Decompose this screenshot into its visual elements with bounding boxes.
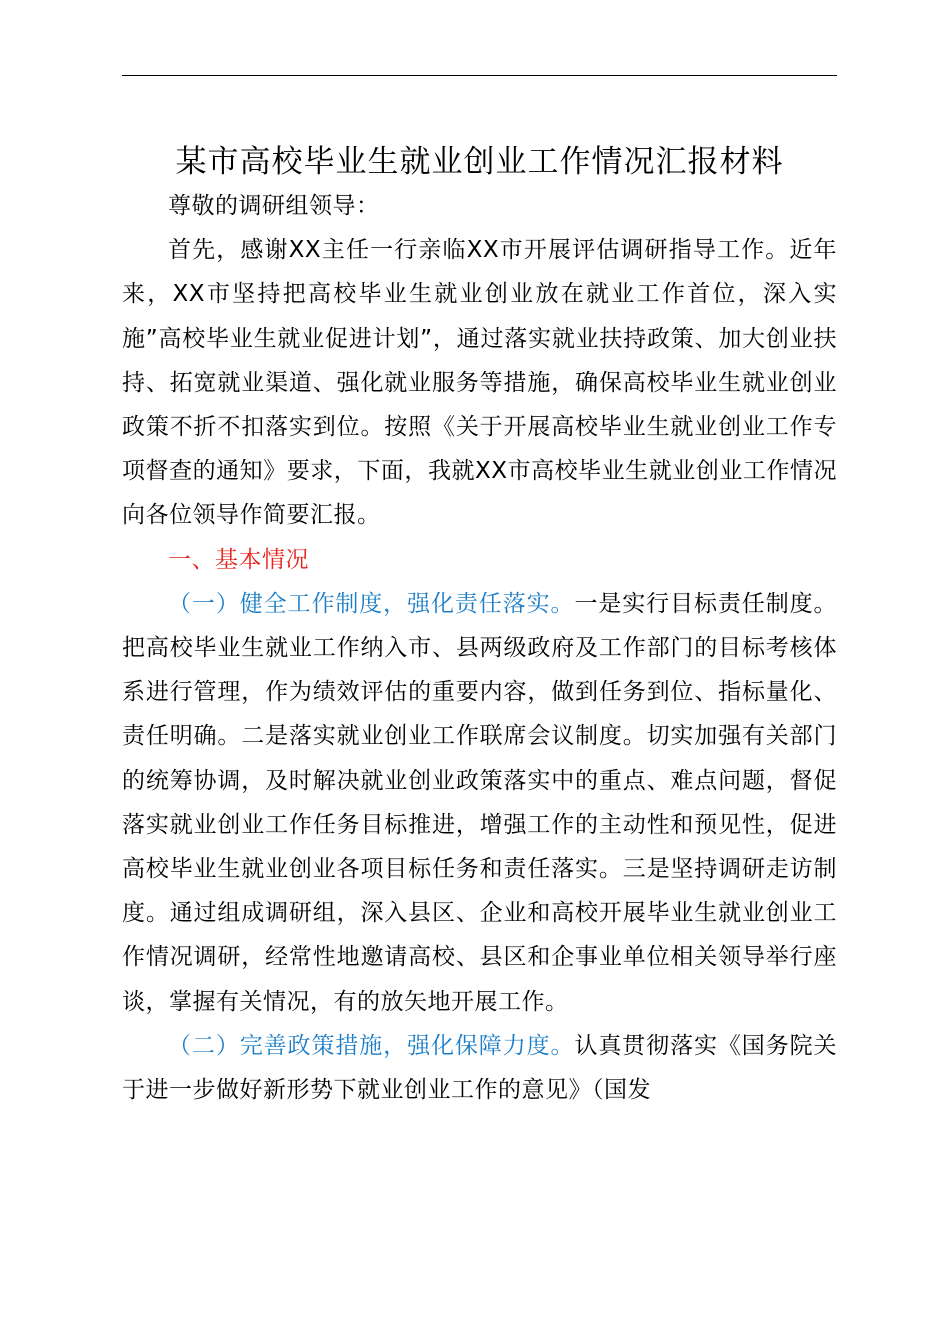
section-heading-basic-situation: 一、基本情况 <box>168 546 309 573</box>
document-title: 某市高校毕业生就业创业工作情况汇报材料 <box>175 144 784 180</box>
intro-paragraph: 首先，感谢XX主任一行亲临XX市开展评估调研指导工作。近年来，XX市坚持把高校毕业生就业创业放在就业工作首位，深入实施”高校毕业生就业促进计划”，通过落实就业扶持政策、加大创业扶持、拓宽就业渠道、强化就业服务等措施，确保高校毕业生就业创业政策不折不扣落实到位。按照《关于开展高校毕业生就业创业工作专项督查的通知》要求，下面，我就XX市高校毕业生就业创业工作情况向各位领导作简要汇报。 <box>122 237 837 529</box>
header-rule <box>122 75 837 76</box>
subsection-1-paragraph <box>122 582 837 1024</box>
subsection-1-body: 一是实行目标责任制度。把高校毕业生就业工作纳入市、县两级政府及工作部门的目标考核体系进行管理，作为绩效评估的重要内容，做到任务到位、指标量化、责任明确。二是落实就业创业工作联席会议制度。切实加强有关部门的统筹协调，及时解决就业创业政策落实中的重点、难点问题，督促落实就业创业工作任务目标推进，增强工作的主动性和预见性，促进高校毕业生就业创业各项目标任务和责任落实。三是坚持调研走访制度。通过组成调研组，深入县区、企业和高校开展毕业生就业创业工作情况调研，经常性地邀请高校、县区和企事业单位相关领导举行座谈，掌握有关情况，有的放矢地开展工作。 <box>122 590 838 1015</box>
subsection-2-paragraph <box>122 1024 837 1112</box>
subsection-2-heading: （二）完善政策措施，强化保障力度。 <box>168 1032 575 1059</box>
salutation: 尊敬的调研组领导： <box>168 193 380 219</box>
subsection-1-heading: （一）健全工作制度，强化责任落实。 <box>168 590 575 617</box>
document-body <box>122 184 837 1112</box>
subsection-2-body: 认真贯彻落实《国务院关于进一步做好新形势下就业创业工作的意见》（国发 <box>122 1032 838 1104</box>
